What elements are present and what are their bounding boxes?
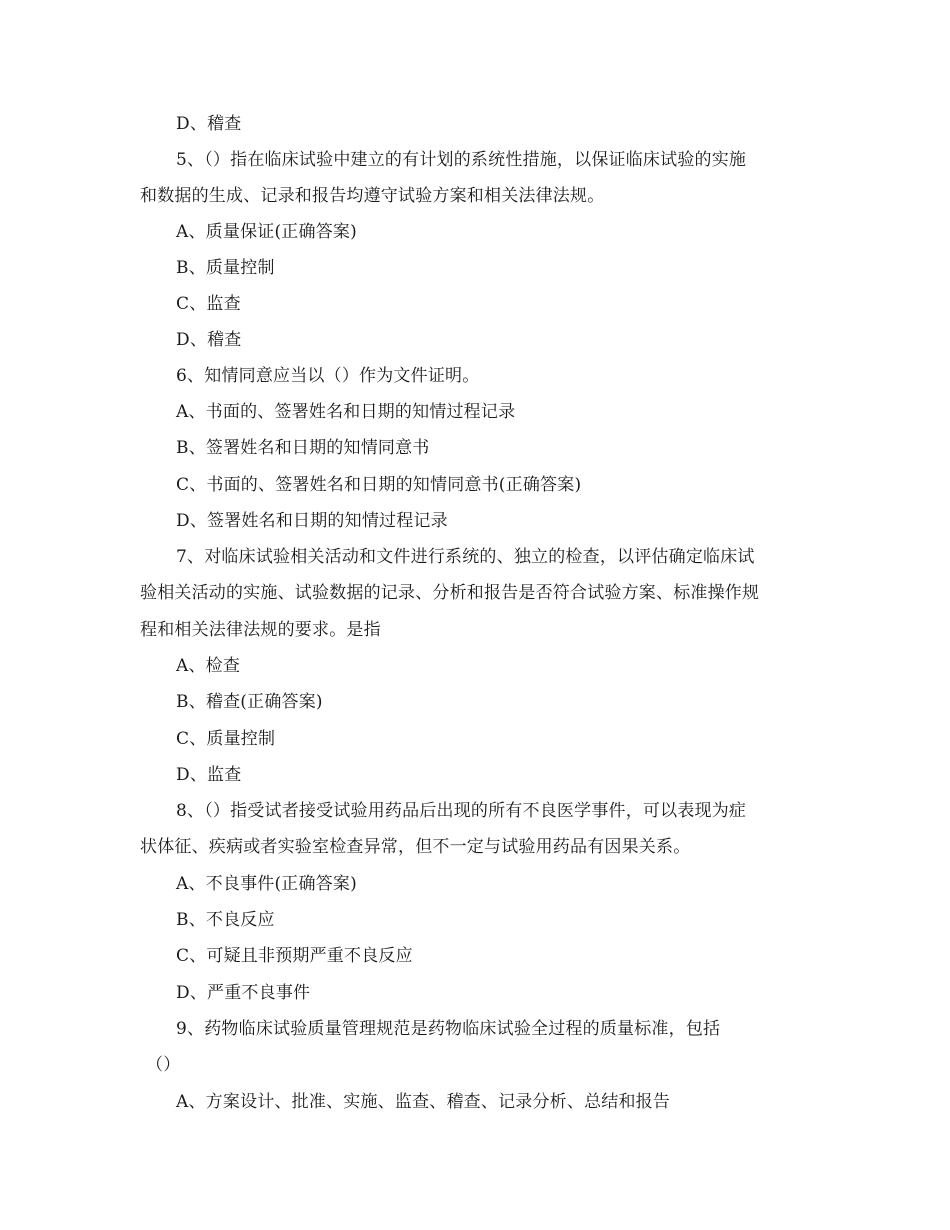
option-text: C、质量控制	[176, 729, 276, 749]
option-text: D、签署姓名和日期的知情过程记录	[176, 511, 448, 531]
question-7-text-cont: 验相关活动的实施、试验数据的记录、分析和报告是否符合试验方案、标准操作规	[140, 583, 760, 603]
question-5-text: 5、（）指在临床试验中建立的有计划的系统性措施，以保证临床试验的实施	[176, 150, 747, 170]
option-text: C、可疑且非预期严重不良反应	[176, 946, 413, 966]
option-text: D、稽查	[176, 330, 242, 350]
option-text: B、签署姓名和日期的知情同意书	[176, 438, 430, 458]
option-text: B、不良反应	[176, 910, 275, 930]
option-text: A、书面的、签署姓名和日期的知情过程记录	[176, 402, 516, 422]
question-8-text-cont: 状体征、疾病或者实验室检查异常，但不一定与试验用药品有因果关系。	[140, 837, 691, 857]
option-text: A、方案设计、批准、实施、监查、稽查、记录分析、总结和报告	[176, 1092, 671, 1112]
option-text: D、稽查	[176, 114, 242, 134]
option-text: D、监查	[176, 765, 242, 785]
option-text: D、严重不良事件	[176, 983, 311, 1003]
option-text: A、不良事件(正确答案)	[176, 874, 357, 894]
question-9-blank: （）	[146, 1055, 181, 1075]
question-5-text-cont: 和数据的生成、记录和报告均遵守试验方案和相关法律法规。	[140, 186, 605, 206]
question-8-text: 8、（）指受试者接受试验用药品后出现的所有不良医学事件，可以表现为症	[176, 801, 747, 821]
option-text: C、监查	[176, 294, 241, 314]
option-text: B、质量控制	[176, 258, 275, 278]
option-text: C、书面的、签署姓名和日期的知情同意书(正确答案)	[176, 475, 582, 495]
question-7-text-cont: 程和相关法律法规的要求。是指	[140, 620, 381, 640]
question-7-text: 7、对临床试验相关活动和文件进行系统的、独立的检查，以评估确定临床试	[176, 547, 755, 567]
option-text: A、质量保证(正确答案)	[176, 222, 357, 242]
option-text: B、稽查(正确答案)	[176, 692, 323, 712]
option-text: A、检查	[176, 656, 241, 676]
question-9-text: 9、药物临床试验质量管理规范是药物临床试验全过程的质量标准，包括	[176, 1019, 721, 1039]
question-6-text: 6、知情同意应当以（）作为文件证明。	[176, 366, 480, 386]
